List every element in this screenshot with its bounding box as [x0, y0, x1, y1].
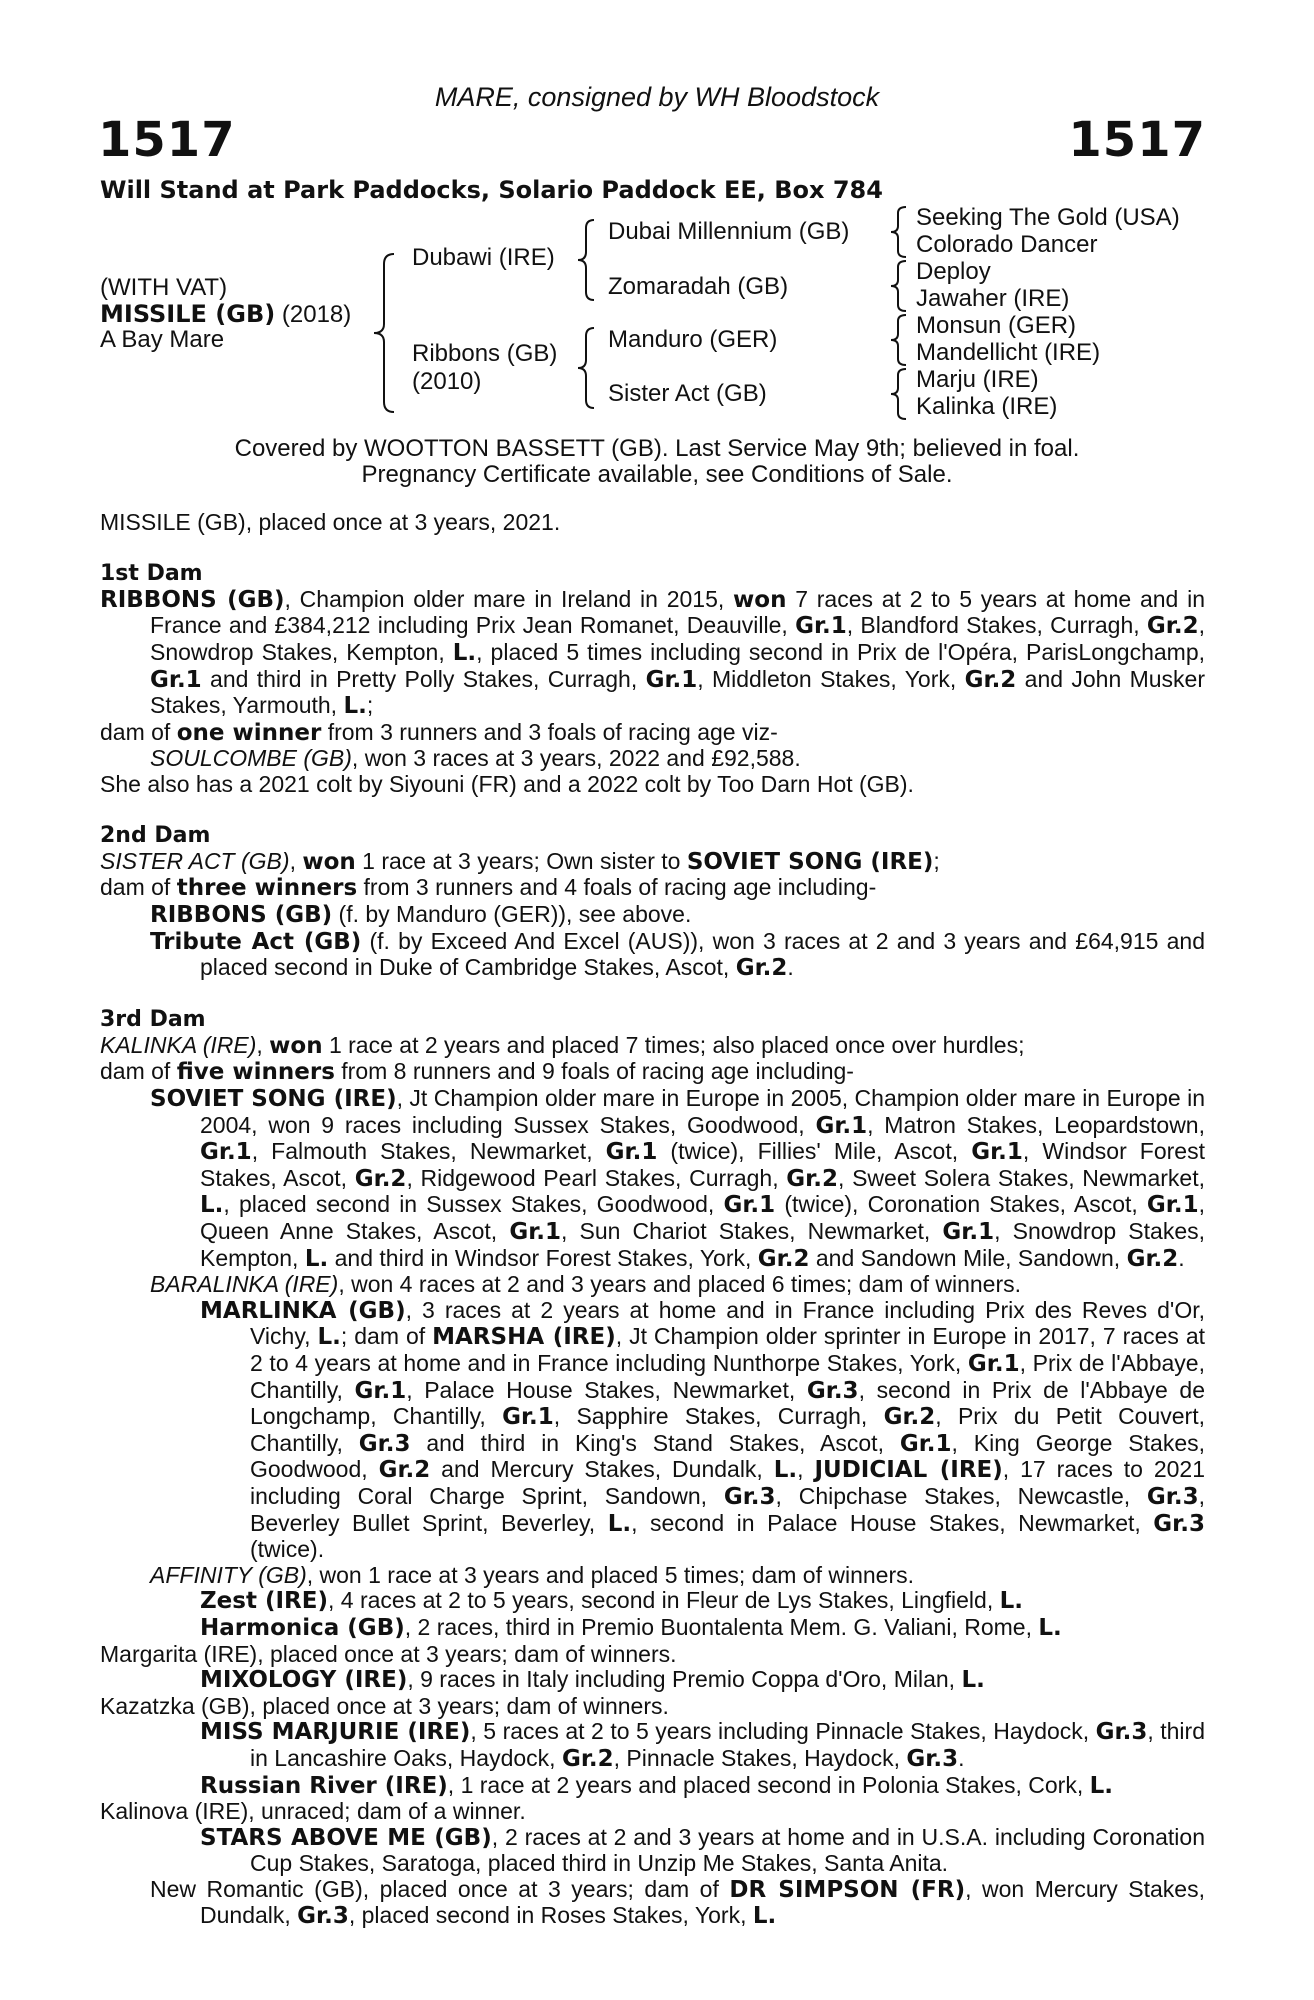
progeny-baralinka: BARALINKA (IRE), won 4 races at 2 and 3 years and placed 6 times; dam of winners.: [150, 1271, 1022, 1298]
brace-gg-4: [886, 367, 912, 421]
first-dam-name: RIBBONS (GB): [100, 586, 285, 613]
second-dam-progeny-2: Tribute Act (GB) (f. by Exceed And Excel (AUS)), won 3 races at 2 and 3 years and £64,915 and placed second in Duke of Cambridge Stakes, Ascot, Gr.2.: [150, 927, 1205, 982]
gg-4: Jawaher (IRE): [916, 285, 1070, 312]
dam-sire: Manduro (GER): [608, 326, 778, 353]
second-dam-produce-summary: dam of three winners from 3 runners and 4 foals of racing age including-: [100, 874, 877, 902]
progeny-kalinova: Kalinova (IRE), unraced; dam of a winner.: [100, 1798, 526, 1825]
progeny-kazatzka: Kazatzka (GB), placed once at 3 years; dam of winners.: [100, 1692, 669, 1719]
covered-line-2: Pregnancy Certificate available, see Conditions of Sale.: [361, 461, 953, 488]
gg-3: Deploy: [916, 258, 991, 285]
covered-line-1: Covered by WOOTTON BASSETT (GB). Last Service May 9th; believed in foal.: [234, 435, 1080, 462]
consignor-line: MARE, consigned by WH Bloodstock: [434, 82, 880, 112]
progeny-russian-river: Russian River (IRE), 1 race at 2 years and placed second in Polonia Stakes, Cork, L.: [200, 1771, 1114, 1799]
third-dam-produce-summary: dam of five winners from 8 runners and 9 foals of racing age including-: [100, 1058, 854, 1086]
third-dam-heading: 3rd Dam: [100, 1007, 206, 1033]
progeny-margarita: Margarita (IRE), placed once at 3 years; dam of winners.: [100, 1640, 677, 1667]
gg-6: Mandellicht (IRE): [916, 339, 1101, 366]
progeny-zest: Zest (IRE), 4 races at 2 to 5 years, second in Fleur de Lys Stakes, Lingfield, L.: [200, 1587, 1024, 1615]
second-dam-record: SISTER ACT (GB), won 1 race at 3 years; Own sister to SOVIET SONG (IRE);: [100, 847, 940, 875]
dam-year: (2010): [412, 368, 482, 395]
first-dam-record: RIBBONS (GB), Champion older mare in Ireland in 2015, won 7 races at 2 to 5 years at home and in France and £384,212 including Prix Jean Romanet, Deauville, Gr.1, Blandford Stakes, Curragh, Gr.2, Snowdrop Stakes, Kempton, L., placed 5 times including second in Prix de l'Opéra, ParisLongchamp, Gr.1 and third in Pretty Polly Stakes, Curragh, Gr.1, Middleton Stakes, York, Gr.2 and John Musker Stakes, Yarmouth, L.;: [100, 585, 1206, 720]
vat-note: (WITH VAT): [100, 274, 228, 301]
progeny-mixology: MIXOLOGY (IRE), 9 races in Italy including Premio Coppa d'Oro, Milan, L.: [200, 1666, 985, 1694]
progeny-new-romantic: New Romantic (GB), placed once at 3 years; dam of DR SIMPSON (FR), won Mercury Stakes, Dundalk, Gr.3, placed second in Roses Stakes, York, L.: [150, 1875, 1205, 1930]
gg-8: Kalinka (IRE): [916, 393, 1058, 420]
sire-dam: Zomaradah (GB): [608, 273, 789, 300]
gg-7: Marju (IRE): [916, 366, 1039, 393]
first-dam-heading: 1st Dam: [100, 561, 203, 587]
progeny-harmonica: Harmonica (GB), 2 races, third in Premio Buontalenta Mem. G. Valiani, Rome, L.: [200, 1613, 1062, 1641]
horse-year: (2018): [281, 301, 352, 328]
first-dam-produce-summary: dam of one winner from 3 runners and 3 foals of racing age viz-: [100, 718, 778, 746]
brace-sire: [574, 218, 600, 302]
sire: Dubawi (IRE): [412, 244, 555, 271]
first-dam-progeny: SOULCOMBE (GB), won 3 races at 3 years, 2022 and £92,588.: [150, 745, 801, 772]
second-dam-heading: 2nd Dam: [100, 823, 211, 849]
gg-2: Colorado Dancer: [916, 231, 1098, 258]
progeny-stars-above-me: STARS ABOVE ME (GB), 2 races at 2 and 3 years at home and in U.S.A. including Coronation Cup Stakes, Saratoga, placed third in Unzip Me Stakes, Santa Anita.: [200, 1823, 1205, 1877]
horse-name: MISSILE (GB): [100, 300, 276, 328]
horse-desc: A Bay Mare: [100, 326, 225, 353]
brace-gg-3: [886, 313, 912, 367]
dam: Ribbons (GB): [412, 340, 558, 367]
sire-sire: Dubai Millennium (GB): [608, 218, 850, 245]
dam-dam: Sister Act (GB): [608, 380, 767, 407]
stand-location: Will Stand at Park Paddocks, Solario Paddock EE, Box 784: [100, 176, 883, 204]
gg-1: Seeking The Gold (USA): [916, 204, 1180, 231]
brace-dam: [574, 326, 600, 410]
intro-line: MISSILE (GB), placed once at 3 years, 2021.: [100, 509, 561, 535]
brace-gg-2: [886, 259, 912, 313]
lot-number-left: 1517: [98, 112, 236, 168]
gg-5: Monsun (GER): [916, 312, 1077, 339]
progeny-miss-marjurie: MISS MARJURIE (IRE), 5 races at 2 to 5 years including Pinnacle Stakes, Haydock, Gr.3, third in Lancashire Oaks, Haydock, Gr.2, Pinnacle Stakes, Haydock, Gr.3.: [200, 1718, 1205, 1772]
lot-number-right: 1517: [1068, 112, 1206, 168]
progeny-affinity: AFFINITY (GB), won 1 race at 3 years and placed 5 times; dam of winners.: [150, 1561, 915, 1588]
second-dam-progeny-1: RIBBONS (GB) (f. by Manduro (GER)), see above.: [150, 900, 692, 928]
third-dam-record: KALINKA (IRE), won 1 race at 2 years and placed 7 times; also placed once over hurdles;: [100, 1031, 1025, 1059]
first-dam-also: She also has a 2021 colt by Siyouni (FR) and a 2022 colt by Too Darn Hot (GB).: [100, 770, 914, 797]
brace-generation-1: [370, 252, 400, 414]
brace-gg-1: [886, 205, 912, 259]
horse-line: [100, 300, 351, 329]
progeny-soviet-song: SOVIET SONG (IRE), Jt Champion older mare in Europe in 2005, Champion older mare in Europe in 2004, won 9 races including Sussex Stakes, Goodwood, Gr.1, Matron Stakes, Leopardstown, Gr.1, Falmouth Stakes, Newmarket, Gr.1 (twice), Fillies' Mile, Ascot, Gr.1, Windsor Forest Stakes, Ascot, Gr.2, Ridgewood Pearl Stakes, Curragh, Gr.2, Sweet Solera Stakes, Newmarket, L., placed second in Sussex Stakes, Goodwood, Gr.1 (twice), Coronation Stakes, Ascot, Gr.1, Queen Anne Stakes, Ascot, Gr.1, Sun Chariot Stakes, Newmarket, Gr.1, Snowdrop Stakes, Kempton, L. and third in Windsor Forest Stakes, York, Gr.2 and Sandown Mile, Sandown, Gr.2.: [150, 1085, 1206, 1272]
produce-record: [100, 510, 1205, 1930]
progeny-marlinka: MARLINKA (GB), 3 races at 2 years at home and in France including Prix des Reves d'Or, Vichy, L.; dam of MARSHA (IRE), Jt Champion older sprinter in Europe in 2017, 7 races at 2 to 4 years at home and in France including Nunthorpe Stakes, York, Gr.1, Prix de l'Abbaye, Chantilly, Gr.1, Palace House Stakes, Newmarket, Gr.3, second in Prix de l'Abbaye de Longchamp, Chantilly, Gr.1, Sapphire Stakes, Curragh, Gr.2, Prix du Petit Couvert, Chantilly, Gr.3 and third in King's Stand Stakes, Ascot, Gr.1, King George Stakes, Goodwood, Gr.2 and Mercury Stakes, Dundalk, L., JUDICIAL (IRE), 17 races to 2021 including Coral Charge Sprint, Sandown, Gr.3, Chipchase Stakes, Newcastle, Gr.3, Beverley Bullet Sprint, Beverley, L., second in Palace House Stakes, Newmarket, Gr.3 (twice).: [200, 1296, 1206, 1563]
